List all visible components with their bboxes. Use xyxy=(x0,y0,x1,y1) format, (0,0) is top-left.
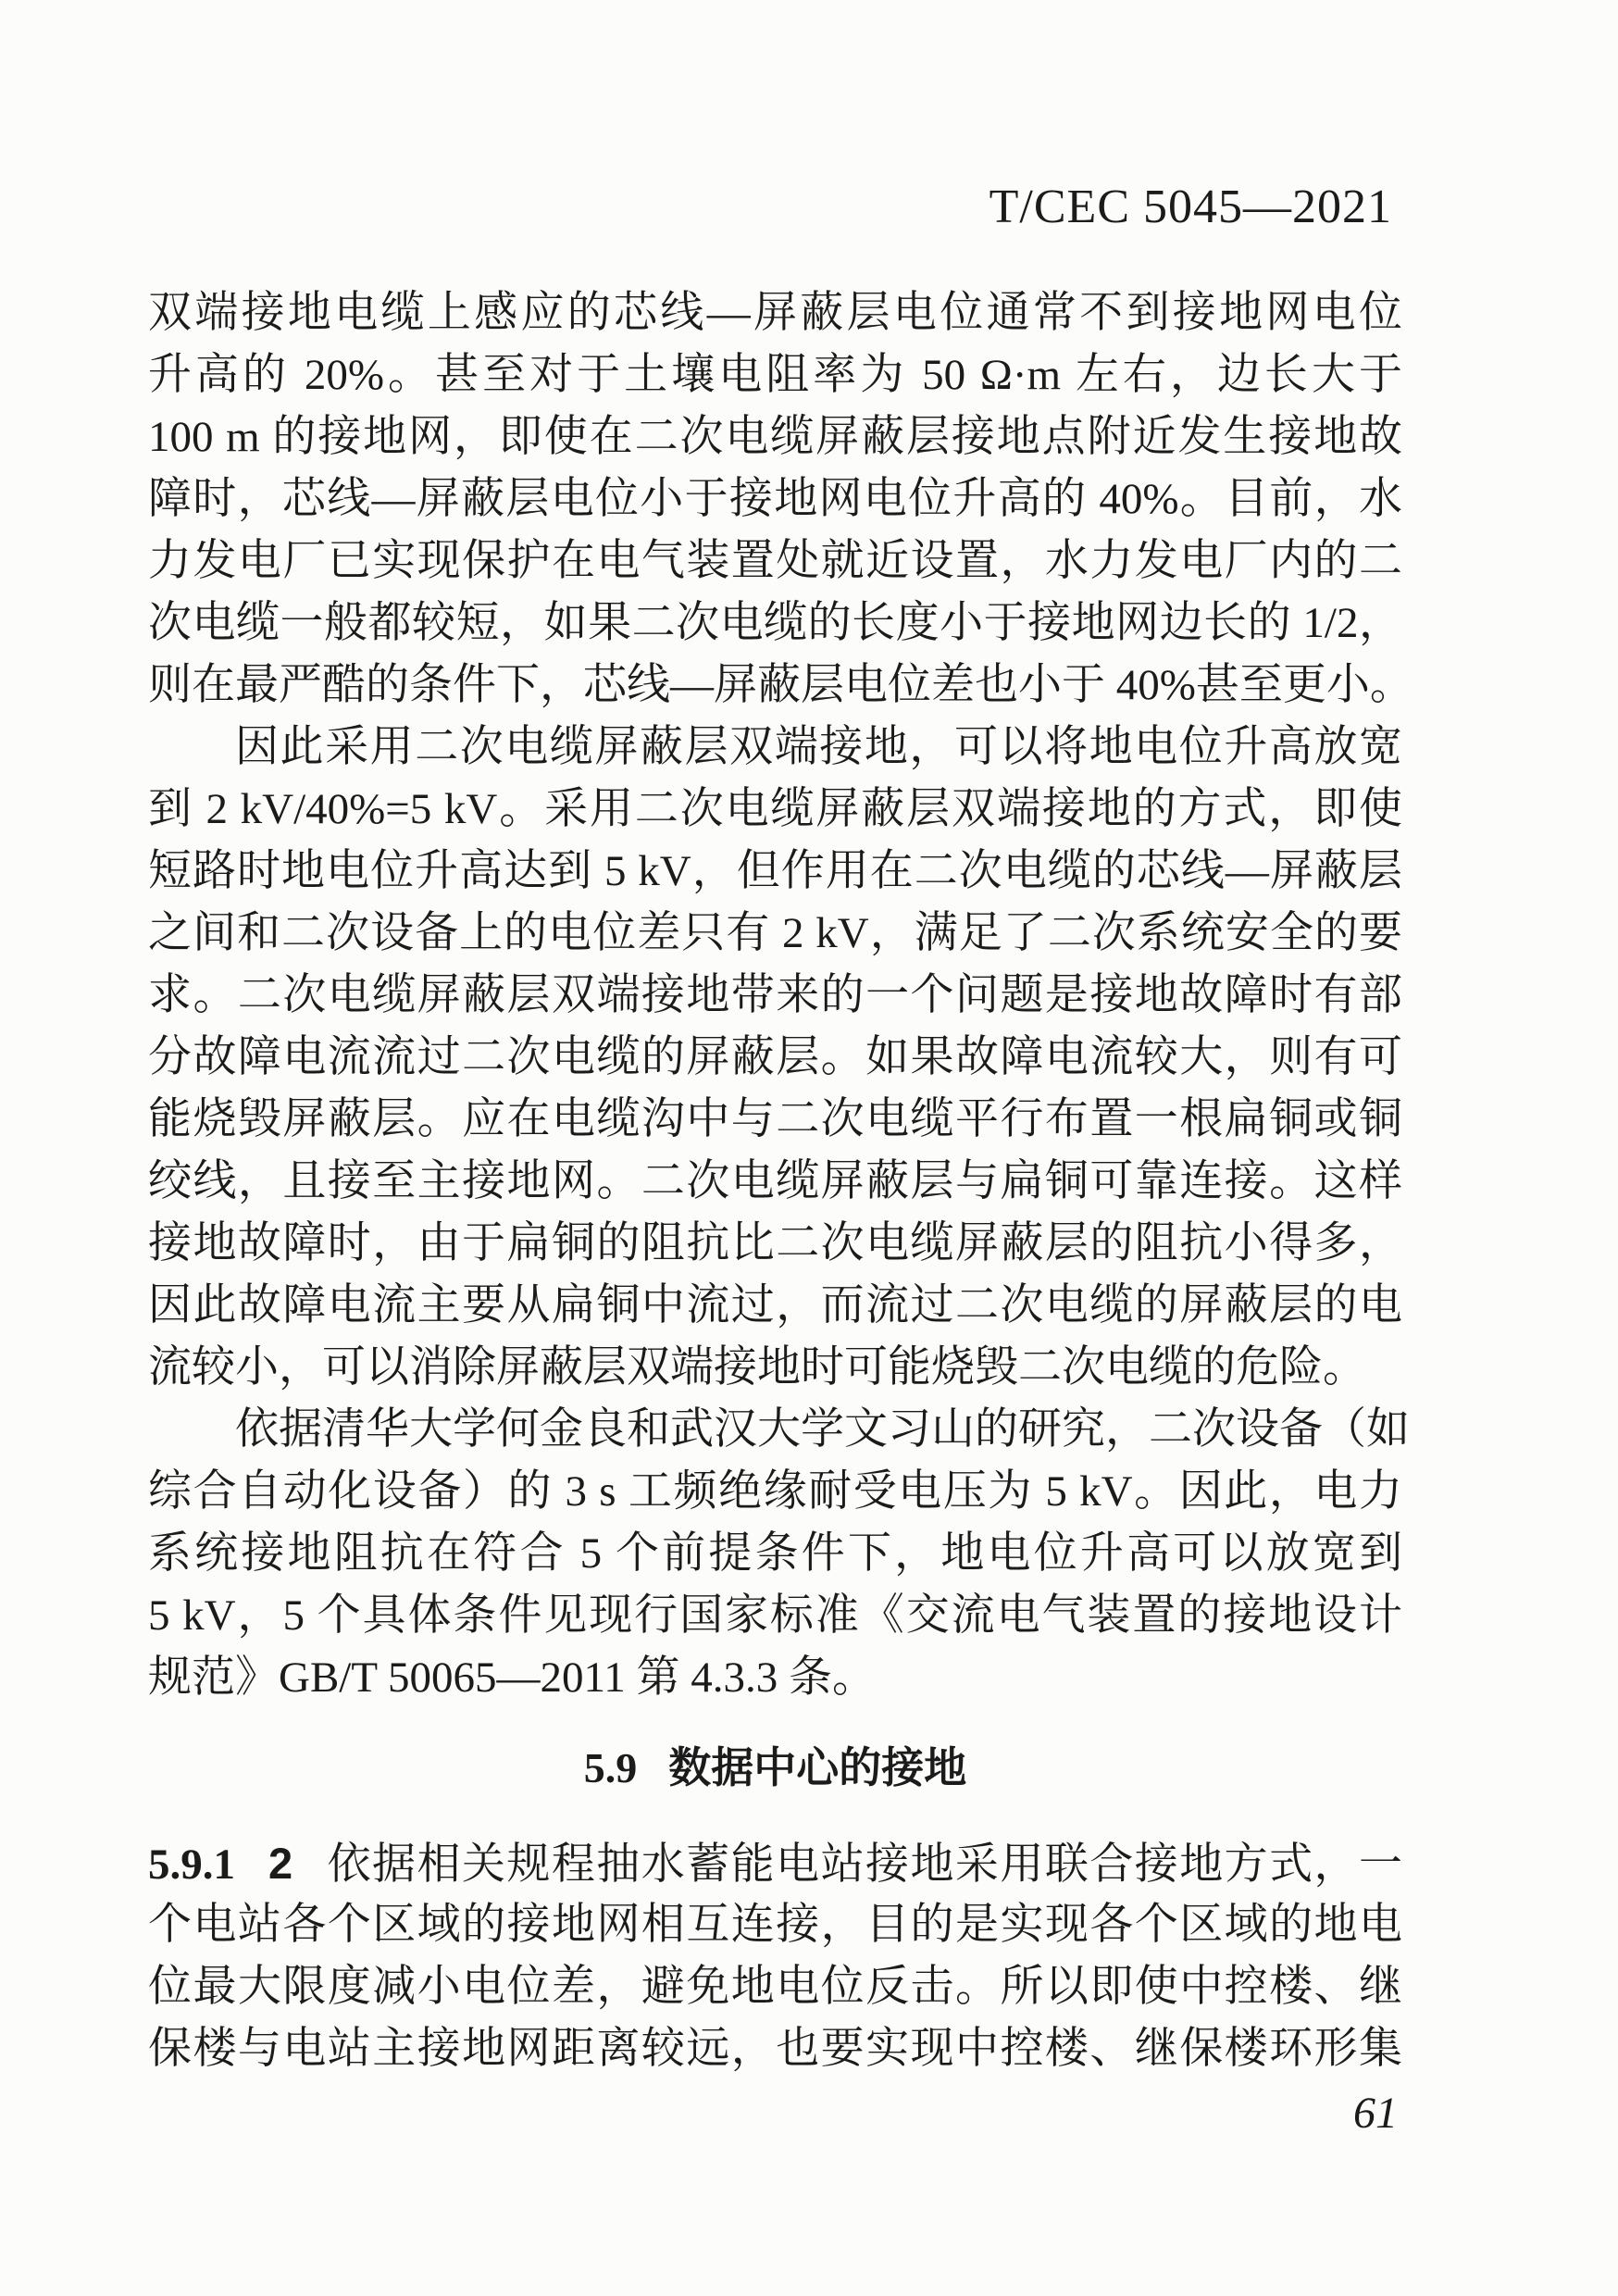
body-line: 流较小，可以消除屏蔽层双端接地时可能烧毁二次电缆的危险。 xyxy=(148,1343,1366,1391)
section-heading xyxy=(148,1737,1402,1799)
body-line: 规范》GB/T 50065—2011 第 4.3.3 条。 xyxy=(148,1653,876,1702)
clause-number: 5.9.1 xyxy=(148,1841,235,1889)
standard-number-header: T/CEC 5045—2021 xyxy=(989,181,1392,233)
body-line: 个电站各个区域的接地网相互连接，目的是实现各个区域的地电 xyxy=(148,1901,1402,1949)
body-line: 因此采用二次电缆屏蔽层双端接地，可以将地电位升高放宽 xyxy=(235,723,1402,771)
body-line: 5 kV，5 个具体条件见现行国家标准《交流电气装置的接地设计 xyxy=(148,1591,1402,1640)
section-heading-number: 5.9 xyxy=(583,1744,638,1791)
body-line: 障时，芯线—屏蔽层电位小于接地网电位升高的 40%。目前，水 xyxy=(148,475,1402,523)
body-line: 依据清华大学何金良和武汉大学文习山的研究，二次设备（如 xyxy=(235,1405,1410,1454)
body-line: 力发电厂已实现保护在电气装置处就近设置，水力发电厂内的二 xyxy=(148,537,1402,585)
body-line: 系统接地阻抗在符合 5 个前提条件下，地电位升高可以放宽到 xyxy=(148,1529,1402,1578)
clause-text: 依据相关规程抽水蓄能电站接地采用联合接地方式，一 xyxy=(326,1841,1402,1889)
body-line: 到 2 kV/40%=5 kV。采用二次电缆屏蔽层双端接地的方式，即使 xyxy=(148,785,1402,833)
body-line: 保楼与电站主接地网距离较远，也要实现中控楼、继保楼环形集 xyxy=(148,2025,1402,2073)
body-line: 之间和二次设备上的电位差只有 2 kV，满足了二次系统安全的要 xyxy=(148,909,1402,957)
body-line: 短路时地电位升高达到 5 kV，但作用在二次电缆的芯线—屏蔽层 xyxy=(148,847,1402,895)
body-line: 分故障电流流过二次电缆的屏蔽层。如果故障电流较大，则有可 xyxy=(148,1033,1402,1081)
body-line: 求。二次电缆屏蔽层双端接地带来的一个问题是接地故障时有部 xyxy=(148,971,1402,1019)
body-line: 绞线，且接至主接地网。二次电缆屏蔽层与扁铜可靠连接。这样 xyxy=(148,1157,1402,1205)
body-line: 接地故障时，由于扁铜的阻抗比二次电缆屏蔽层的阻抗小得多， xyxy=(148,1219,1402,1267)
body-line: 综合自动化设备）的 3 s 工频绝缘耐受电压为 5 kV。因此，电力 xyxy=(148,1467,1402,1516)
body-line: 则在最严酷的条件下，芯线—屏蔽层电位差也小于 40%甚至更小。 xyxy=(148,661,1413,709)
body-line: 100 m 的接地网，即使在二次电缆屏蔽层接地点附近发生接地故 xyxy=(148,413,1402,461)
body-line: 因此故障电流主要从扁铜中流过，而流过二次电缆的屏蔽层的电 xyxy=(148,1281,1402,1329)
body-line: 次电缆一般都较短，如果二次电缆的长度小于接地网边长的 1/2， xyxy=(148,599,1402,647)
body-line: 能烧毁屏蔽层。应在电缆沟中与二次电缆平行布置一根扁铜或铜 xyxy=(148,1095,1402,1143)
body-line: 位最大限度减小电位差，避免地电位反击。所以即使中控楼、继 xyxy=(148,1963,1402,2011)
page-number: 61 xyxy=(1353,2089,1398,2138)
section-heading-title: 数据中心的接地 xyxy=(668,1743,967,1791)
clause-first-line xyxy=(148,1832,1402,1894)
page-body xyxy=(148,282,1413,2080)
body-line: 升高的 20%。甚至对于土壤电阻率为 50 Ω·m 左右，边长大于 xyxy=(148,351,1402,399)
clause-item-number: 2 xyxy=(268,1839,293,1888)
body-line: 双端接地电缆上感应的芯线—屏蔽层电位通常不到接地网电位 xyxy=(148,289,1402,337)
